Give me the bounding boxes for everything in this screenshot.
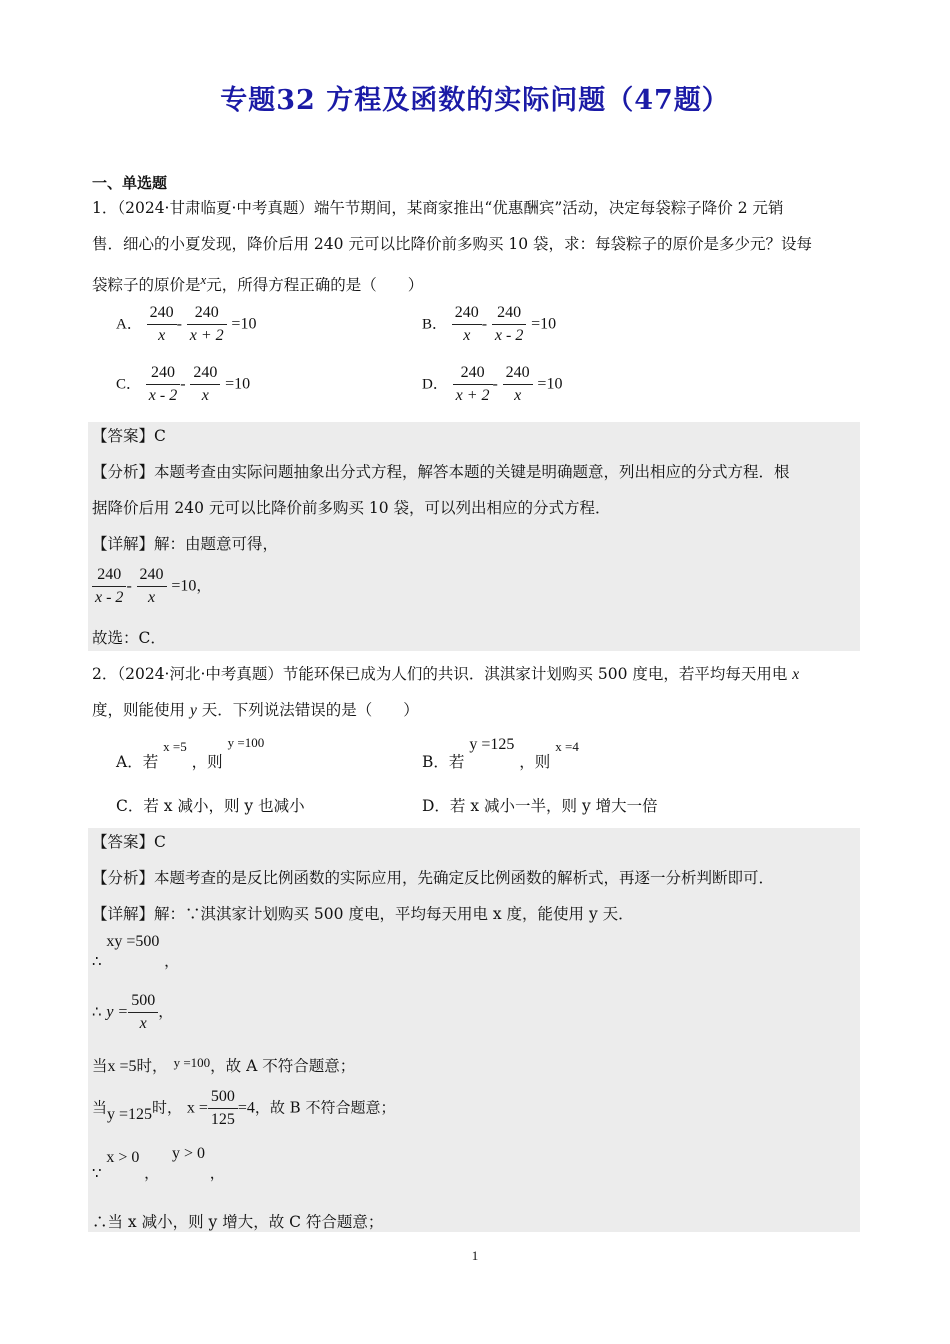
option-label: D．: [422, 376, 448, 393]
q2-option-d[interactable]: D．若 x 减小一半，则 y 增大一倍: [422, 797, 658, 815]
q2-step-xy: ∴ xy =500 ，: [92, 933, 180, 970]
fraction: $\frac{240}{x - 2}$: [92, 564, 126, 609]
page-number: 1: [471, 1248, 479, 1263]
section-heading: 一、单选题: [92, 174, 168, 192]
q2-option-a[interactable]: A．若 x =5 ，则 $^{y =100}$: [116, 735, 265, 771]
q1-option-d[interactable]: D． $\frac{240}{x + 2}$ - $\frac{240}{x}$ =10: [422, 362, 562, 407]
q2-step-positive: ∵ x > 0 ， y > 0 ，: [92, 1145, 225, 1182]
q1-equation: $\frac{240}{x - 2}$ - $\frac{240}{x}$ =10，: [92, 564, 211, 609]
q2-answer: 【答案】C: [92, 833, 166, 851]
q1-line3-text: 袋粽子的原价是: [92, 276, 201, 295]
option-label: B．: [422, 316, 448, 333]
fraction: $\frac{240}{x - 2}$: [492, 302, 526, 347]
fraction: $\frac{500}{x}$: [128, 990, 158, 1035]
fraction: $\frac{240}{x + 2}$: [453, 362, 493, 407]
q2-line1: 2．（2024·河北·中考真题）节能环保已成为人们的共识．淇淇家计划购买 500 度电，若平均每天用电 x: [92, 665, 800, 683]
q1-analysis-2: 据降价后用 240 元可以比降价前多购买 10 袋，可以列出相应的分式方程．: [92, 499, 611, 517]
fraction: $\frac{240}{x}$: [190, 362, 220, 407]
q1-option-c[interactable]: C． $\frac{240}{x - 2}$ - $\frac{240}{x}$ =10: [116, 362, 250, 407]
q1-answer: 【答案】C: [92, 427, 166, 445]
q2-detail: 【详解】解：∵淇淇家计划购买 500 度电，平均每天用电 x 度，能使用 y 天．: [92, 905, 634, 923]
q2-step-last: ∴当 x 减小，则 y 增大，故 C 符合题意；: [92, 1213, 384, 1231]
q2-step-when1: 当x =5时， $^{y =100}$，故 A 不符合题意；: [92, 1055, 356, 1075]
q2-step-y: ∴ y = $\frac{500}{x}$ ，: [92, 990, 173, 1035]
fraction: $\frac{240}{x - 2}$: [146, 362, 180, 407]
q1-option-a[interactable]: A． $\frac{240}{x}$ - $\frac{240}{x + 2}$ =10: [116, 302, 256, 347]
fraction: $\frac{240}{x + 2}$: [187, 302, 227, 347]
fraction: $\frac{240}{x}$: [137, 564, 167, 609]
q1-line1: 1．（2024·甘肃临夏·中考真题）端午节期间，某商家推出“优惠酬宾”活动，决定每袋粽子降价 2 元销: [92, 199, 784, 217]
fraction: $\frac{240}{x}$: [147, 302, 177, 347]
q1-line3-text2: 元，所得方程正确的是（ ）: [206, 276, 424, 295]
q1-detail: 【详解】解：由题意可得，: [92, 535, 279, 553]
q2-analysis: 【分析】本题考查的是反比例函数的实际应用，先确定反比例函数的解析式，再逐一分析判断即可．: [92, 869, 775, 887]
q1-option-b[interactable]: B． $\frac{240}{x}$ - $\frac{240}{x - 2}$ =10: [422, 302, 556, 347]
q2-option-b[interactable]: B．若 y =125 ，则 x =4: [422, 736, 579, 771]
q1-line2: 售．细心的小夏发现，降价后用 240 元可以比降价前多购买 10 袋，求：每袋粽子的原价是多少元？设每: [92, 235, 813, 253]
q2-option-c[interactable]: C．若 x 减小，则 y 也减小: [116, 797, 305, 815]
q1-line3: [92, 262, 423, 303]
option-label: C．: [116, 376, 142, 393]
q1-var-x: x: [200, 272, 207, 287]
option-label: A．: [116, 316, 142, 333]
q1-choose: 故选：C．: [92, 629, 166, 647]
q2-line2: 度，则能使用 y 天．下列说法错误的是（ ）: [92, 701, 419, 719]
q1-analysis-1: 【分析】本题考查由实际问题抽象出分式方程，解答本题的关键是明确题意，列出相应的分式方程．根: [92, 463, 790, 481]
fraction: $\frac{240}{x}$: [452, 302, 482, 347]
page-title: 专题32 方程及函数的实际问题（47题）: [220, 85, 730, 116]
q2-step-when2: 当y =125时， x = $\frac{500}{125}$ =4，故 B 不符合题意；: [92, 1086, 395, 1131]
fraction: $\frac{500}{125}$: [208, 1086, 238, 1131]
fraction: $\frac{240}{x}$: [503, 362, 533, 407]
